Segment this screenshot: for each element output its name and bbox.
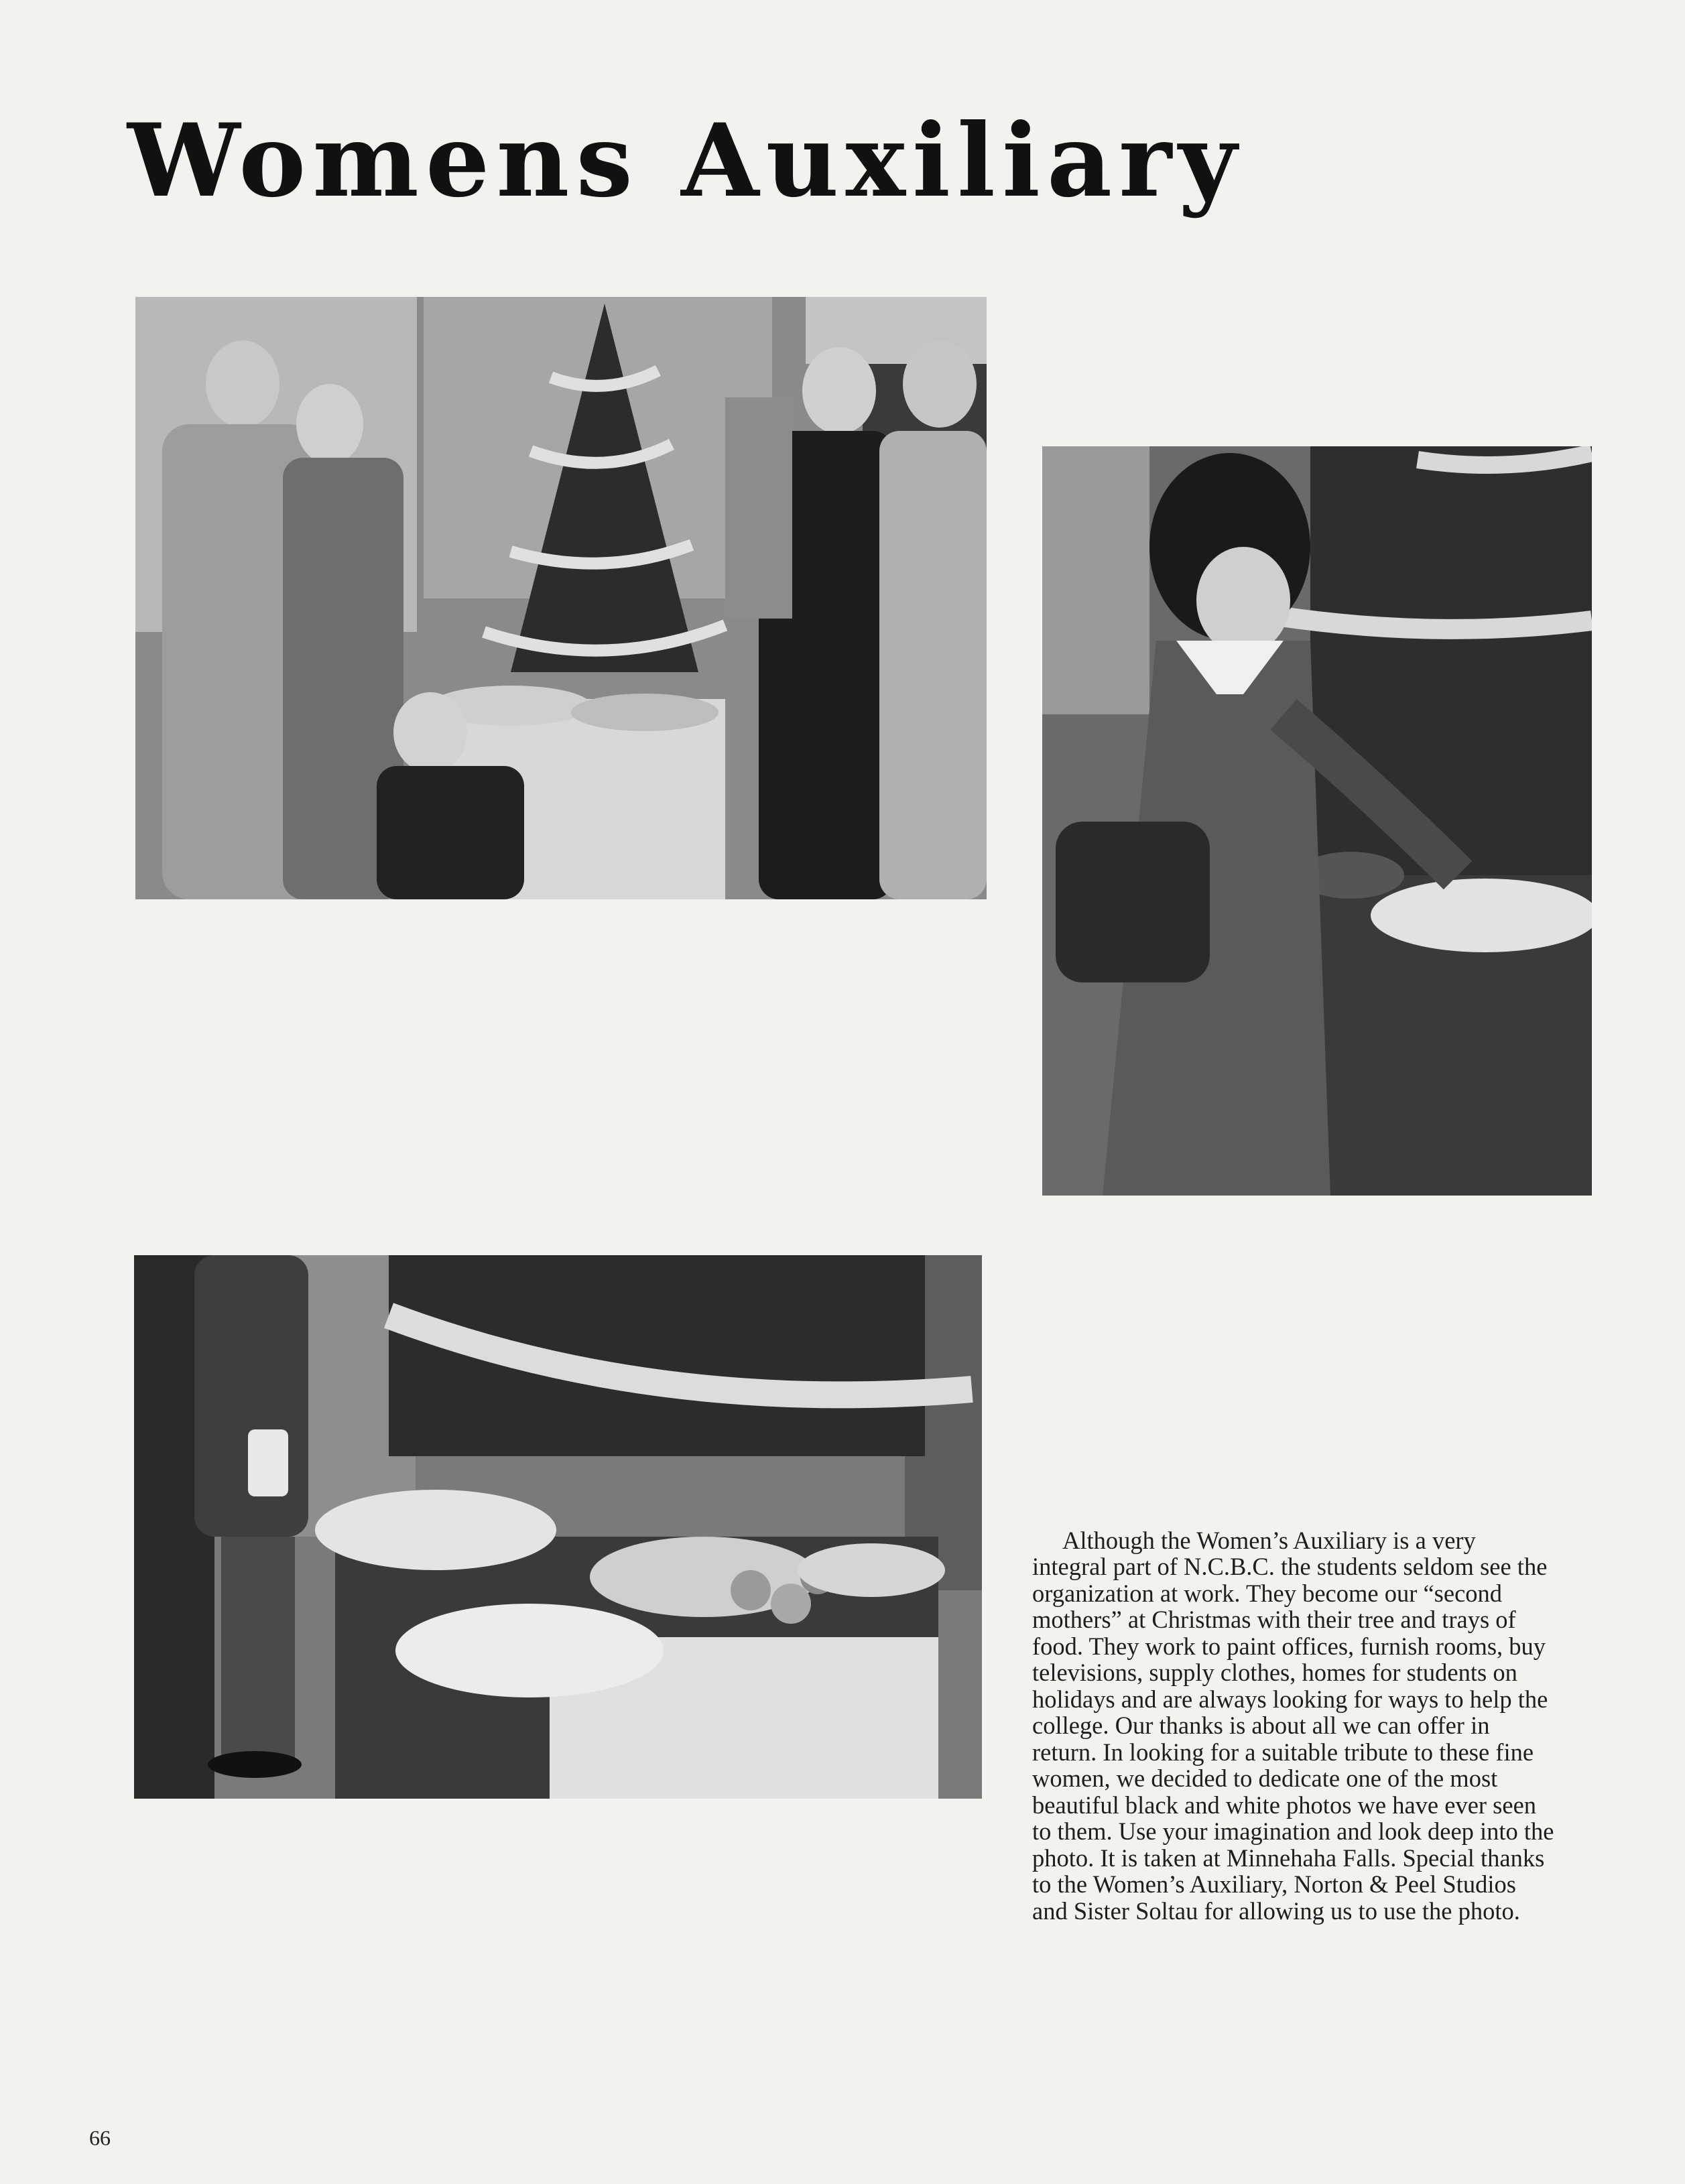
photo-woman-at-food-table bbox=[1042, 446, 1592, 1196]
photo-christmas-tree-group-image bbox=[135, 297, 987, 899]
page-title: Womens Auxiliary bbox=[127, 102, 1244, 220]
photo-woman-at-food-table-image bbox=[1042, 446, 1592, 1196]
article-body: Although the Women’s Auxiliary is a very integral part of N.C.B.C. the students seldom see the organization at work. They become our “second mothers” at Christmas with their tree and trays of food. They work to paint offices, furnish rooms, buy televisions, supply clothes, homes for students on holidays and are always looking for ways to help the college. Our thanks is about all we can offer in return. In looking for a suitable tribute to these fine women, we decided to dedicate one of the most beautiful black and white photos we have ever seen to them. Use your imagination and look deep into the photo. It is taken at Minnehaha Falls. Special thanks to the Women’s Auxiliary, Norton & Peel Studios and Sister Soltau for allowing us to use the photo. bbox=[1032, 1526, 1554, 1925]
photo-christmas-tree-group bbox=[135, 297, 987, 899]
photo-food-trays-under-tree-image bbox=[134, 1255, 982, 1799]
photo-food-trays-under-tree bbox=[134, 1255, 982, 1799]
page-number: 66 bbox=[89, 2126, 111, 2150]
